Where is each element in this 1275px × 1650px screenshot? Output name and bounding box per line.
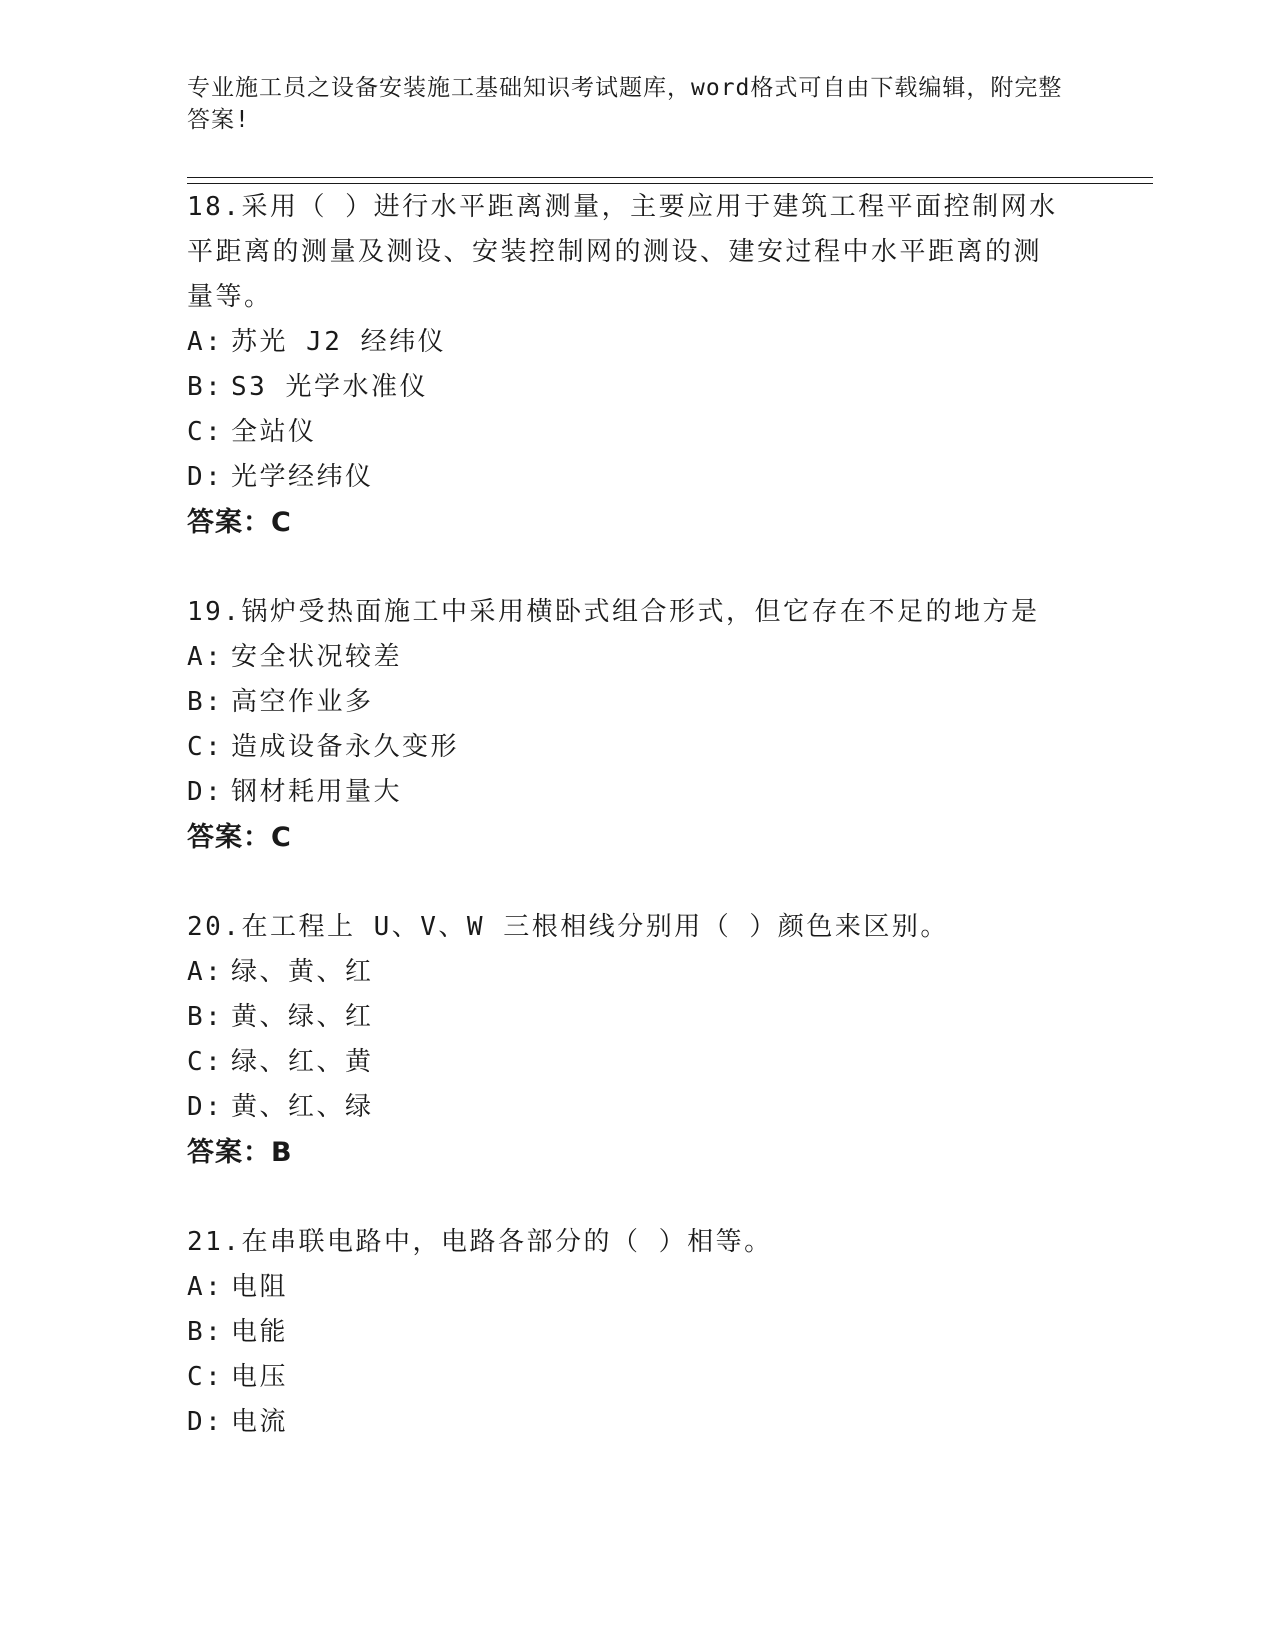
option-d: [187, 770, 1067, 815]
option-key: A:: [187, 327, 224, 357]
question-19: [187, 590, 1067, 860]
option-text: 电压: [231, 1362, 289, 1392]
option-text: 黄、绿、红: [231, 1002, 374, 1032]
option-text: S3 光学水准仪: [231, 372, 428, 402]
question-list: [187, 185, 1067, 1445]
option-text: 电阻: [231, 1272, 289, 1302]
option-text: 电流: [231, 1407, 289, 1437]
option-b: [187, 365, 1067, 410]
question-text: 19.锅炉受热面施工中采用横卧式组合形式，但它存在不足的地方是: [187, 597, 1040, 627]
answer-line: 答案：C: [187, 822, 292, 853]
spacer: [187, 1175, 1067, 1220]
option-c: [187, 1355, 1067, 1400]
option-key: B:: [187, 1317, 224, 1347]
option-text: 造成设备永久变形: [231, 732, 460, 762]
question-18: [187, 185, 1067, 545]
spacer: [187, 545, 1067, 590]
option-key: C:: [187, 1362, 224, 1392]
header-rule: [187, 177, 1153, 184]
option-a: [187, 320, 1067, 365]
option-text: 绿、黄、红: [231, 957, 374, 987]
option-text: 光学经纬仪: [231, 462, 374, 492]
spacer: [187, 860, 1067, 905]
answer-line: 答案：C: [187, 507, 292, 538]
option-text: 全站仪: [231, 417, 317, 447]
option-text: 安全状况较差: [231, 642, 403, 672]
option-key: B:: [187, 687, 224, 717]
option-c: [187, 725, 1067, 770]
option-d: [187, 1085, 1067, 1130]
option-key: A:: [187, 957, 224, 987]
option-key: D:: [187, 1092, 224, 1122]
option-text: 电能: [231, 1317, 289, 1347]
option-text: 苏光 J2 经纬仪: [231, 327, 447, 357]
answer-line: 答案：B: [187, 1137, 293, 1168]
option-text: 黄、红、绿: [231, 1092, 374, 1122]
option-d: [187, 1400, 1067, 1445]
question-text: 21.在串联电路中，电路各部分的（ ）相等。: [187, 1227, 773, 1257]
option-b: [187, 995, 1067, 1040]
option-text: 绿、红、黄: [231, 1047, 374, 1077]
option-key: A:: [187, 1272, 224, 1302]
page-header: 专业施工员之设备安装施工基础知识考试题库，word格式可自由下载编辑，附完整答案!: [187, 75, 1063, 133]
question-text: 20.在工程上 U、V、W 三根相线分别用（ ）颜色来区别。: [187, 912, 949, 942]
option-key: D:: [187, 462, 224, 492]
question-21: [187, 1220, 1067, 1445]
option-key: C:: [187, 732, 224, 762]
option-d: [187, 455, 1067, 500]
option-c: [187, 1040, 1067, 1085]
option-a: [187, 635, 1067, 680]
option-key: C:: [187, 1047, 224, 1077]
option-key: D:: [187, 1407, 224, 1437]
option-a: [187, 950, 1067, 995]
option-text: 钢材耗用量大: [231, 777, 403, 807]
option-key: D:: [187, 777, 224, 807]
option-a: [187, 1265, 1067, 1310]
option-b: [187, 680, 1067, 725]
option-c: [187, 410, 1067, 455]
question-text: 18.采用（ ）进行水平距离测量，主要应用于建筑工程平面控制网水平距离的测量及测设、安装控制网的测设、建安过程中水平距离的测量等。: [187, 192, 1058, 312]
option-b: [187, 1310, 1067, 1355]
option-key: B:: [187, 1002, 224, 1032]
option-key: A:: [187, 642, 224, 672]
option-key: B:: [187, 372, 224, 402]
question-20: [187, 905, 1067, 1175]
option-key: C:: [187, 417, 224, 447]
option-text: 高空作业多: [231, 687, 374, 717]
